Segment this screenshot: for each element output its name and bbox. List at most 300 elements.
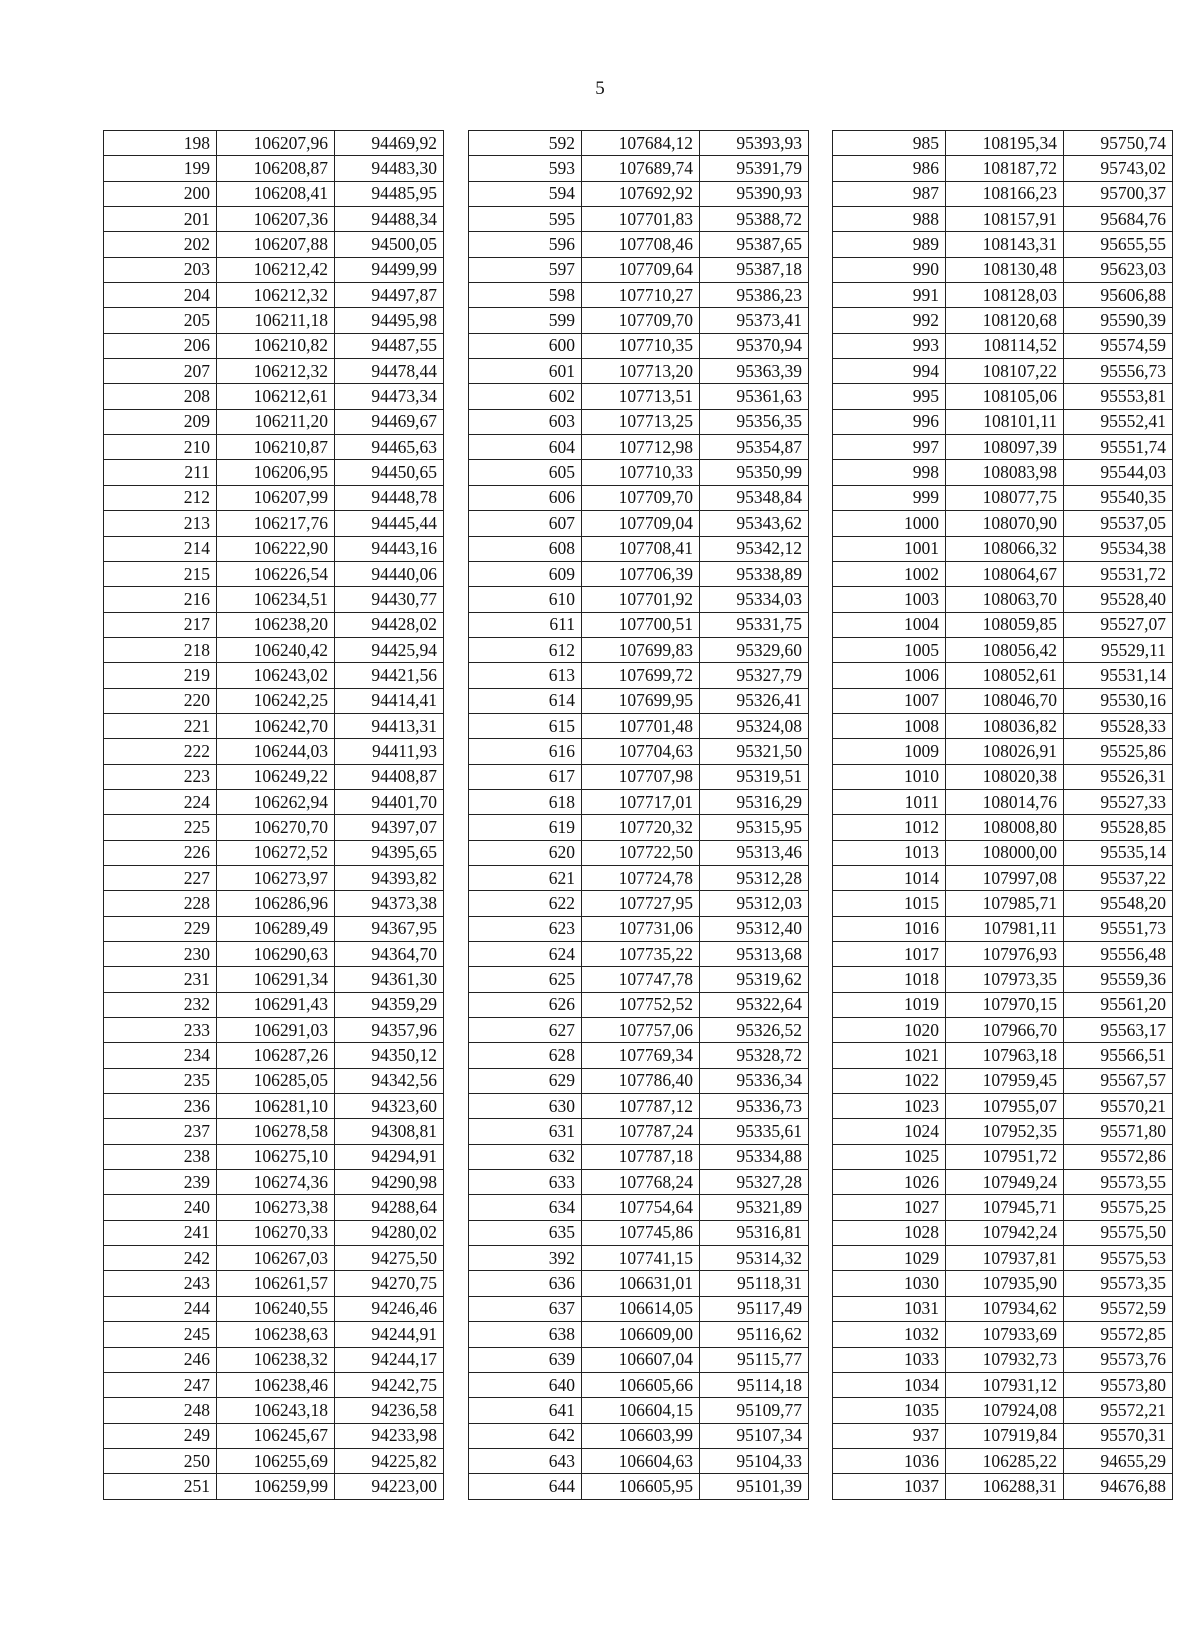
point-number: 250	[104, 1448, 217, 1473]
coordinate-y: 94342,56	[335, 1068, 444, 1093]
table-row	[469, 460, 809, 485]
table-row	[833, 1322, 1173, 1347]
coordinate-x: 107981,11	[946, 916, 1064, 941]
coordinate-x: 107924,08	[946, 1398, 1064, 1423]
coordinate-x: 106604,15	[582, 1398, 700, 1423]
coordinate-y: 95530,16	[1064, 688, 1173, 713]
table-row	[104, 181, 444, 206]
table-row	[833, 485, 1173, 510]
table-row	[833, 1094, 1173, 1119]
coordinate-x: 107769,34	[582, 1043, 700, 1068]
table-row	[833, 891, 1173, 916]
coordinate-y: 95387,18	[700, 257, 809, 282]
point-number: 1003	[833, 587, 946, 612]
coordinate-x: 107708,41	[582, 536, 700, 561]
coordinate-y: 94445,44	[335, 511, 444, 536]
coordinate-y: 95552,41	[1064, 409, 1173, 434]
coordinate-x: 107937,81	[946, 1246, 1064, 1271]
coordinate-y: 95313,68	[700, 942, 809, 967]
table-row	[469, 1144, 809, 1169]
point-number: 997	[833, 435, 946, 460]
coordinates-table-3	[832, 130, 1173, 1500]
point-number: 614	[469, 688, 582, 713]
coordinate-y: 95338,89	[700, 561, 809, 586]
coordinate-y: 95313,46	[700, 840, 809, 865]
coordinate-y: 94242,75	[335, 1372, 444, 1397]
table-row	[104, 840, 444, 865]
table-row	[104, 1119, 444, 1144]
coordinate-y: 95109,77	[700, 1398, 809, 1423]
coordinate-y: 94288,64	[335, 1195, 444, 1220]
coordinate-x: 108105,06	[946, 384, 1064, 409]
table-row	[104, 156, 444, 181]
table-row	[104, 1068, 444, 1093]
coordinate-x: 106288,31	[946, 1474, 1064, 1499]
point-number: 221	[104, 713, 217, 738]
coordinate-x: 106244,03	[217, 739, 335, 764]
table-row	[833, 1246, 1173, 1271]
point-number: 992	[833, 308, 946, 333]
point-number: 636	[469, 1271, 582, 1296]
coordinate-x: 106240,55	[217, 1296, 335, 1321]
coordinate-x: 106210,82	[217, 333, 335, 358]
coordinate-x: 107717,01	[582, 789, 700, 814]
point-number: 224	[104, 789, 217, 814]
point-number: 996	[833, 409, 946, 434]
coordinate-y: 95334,03	[700, 587, 809, 612]
coordinate-x: 108128,03	[946, 283, 1064, 308]
coordinate-y: 94359,29	[335, 992, 444, 1017]
coordinate-y: 95528,33	[1064, 713, 1173, 738]
coordinate-x: 106238,63	[217, 1322, 335, 1347]
coordinate-x: 107787,24	[582, 1119, 700, 1144]
table-row	[469, 865, 809, 890]
coordinate-y: 95540,35	[1064, 485, 1173, 510]
point-number: 235	[104, 1068, 217, 1093]
coordinate-y: 95573,76	[1064, 1347, 1173, 1372]
coordinate-y: 95548,20	[1064, 891, 1173, 916]
table-row	[104, 1018, 444, 1043]
point-number: 600	[469, 333, 582, 358]
point-number: 234	[104, 1043, 217, 1068]
coordinate-y: 95573,80	[1064, 1372, 1173, 1397]
coordinate-y: 94236,58	[335, 1398, 444, 1423]
table-row	[469, 1474, 809, 1499]
point-number: 205	[104, 308, 217, 333]
point-number: 1006	[833, 663, 946, 688]
coordinate-y: 94323,60	[335, 1094, 444, 1119]
point-number: 634	[469, 1195, 582, 1220]
table-row	[469, 1296, 809, 1321]
coordinate-y: 95334,88	[700, 1144, 809, 1169]
table-row	[104, 1322, 444, 1347]
coordinate-y: 95107,34	[700, 1423, 809, 1448]
table-row	[104, 435, 444, 460]
coordinate-y: 95750,74	[1064, 131, 1173, 156]
table-row	[833, 308, 1173, 333]
coordinate-y: 95114,18	[700, 1372, 809, 1397]
point-number: 623	[469, 916, 582, 941]
coordinate-x: 106605,95	[582, 1474, 700, 1499]
point-number: 1001	[833, 536, 946, 561]
table-row	[104, 485, 444, 510]
point-number: 1000	[833, 511, 946, 536]
table-row	[833, 1296, 1173, 1321]
table-row	[833, 435, 1173, 460]
table-row	[833, 612, 1173, 637]
coordinate-y: 94465,63	[335, 435, 444, 460]
table-row	[833, 587, 1173, 612]
coordinate-y: 95572,85	[1064, 1322, 1173, 1347]
coordinate-y: 95544,03	[1064, 460, 1173, 485]
table-row	[469, 1398, 809, 1423]
coordinate-x: 107709,70	[582, 485, 700, 510]
point-number: 608	[469, 536, 582, 561]
coordinate-x: 108166,23	[946, 181, 1064, 206]
coordinate-y: 95528,40	[1064, 587, 1173, 612]
coordinate-y: 95531,72	[1064, 561, 1173, 586]
table-row	[104, 1170, 444, 1195]
table-row	[469, 916, 809, 941]
table-row	[469, 663, 809, 688]
coordinate-x: 106207,99	[217, 485, 335, 510]
point-number: 249	[104, 1423, 217, 1448]
coordinate-y: 94676,88	[1064, 1474, 1173, 1499]
coordinate-y: 94499,99	[335, 257, 444, 282]
coordinate-y: 94428,02	[335, 612, 444, 637]
coordinate-y: 95561,20	[1064, 992, 1173, 1017]
table-row	[469, 637, 809, 662]
coordinate-y: 95391,79	[700, 156, 809, 181]
point-number: 213	[104, 511, 217, 536]
table-row	[469, 1119, 809, 1144]
table-row	[469, 587, 809, 612]
table-row	[833, 131, 1173, 156]
point-number: 635	[469, 1220, 582, 1245]
table-row	[469, 1195, 809, 1220]
point-number: 609	[469, 561, 582, 586]
coordinate-x: 108059,85	[946, 612, 1064, 637]
point-number: 215	[104, 561, 217, 586]
coordinates-table-1	[103, 130, 444, 1500]
point-number: 610	[469, 587, 582, 612]
point-number: 604	[469, 435, 582, 460]
point-number: 993	[833, 333, 946, 358]
table-row	[469, 688, 809, 713]
point-number: 246	[104, 1347, 217, 1372]
point-number: 592	[469, 131, 582, 156]
table-row	[104, 1372, 444, 1397]
coordinate-y: 94367,95	[335, 916, 444, 941]
table-row	[469, 409, 809, 434]
coordinate-x: 108070,90	[946, 511, 1064, 536]
coordinate-x: 108014,76	[946, 789, 1064, 814]
coordinate-y: 95321,50	[700, 739, 809, 764]
coordinate-x: 107701,48	[582, 713, 700, 738]
point-number: 990	[833, 257, 946, 282]
table-row	[469, 1170, 809, 1195]
point-number: 231	[104, 967, 217, 992]
coordinate-x: 108195,34	[946, 131, 1064, 156]
coordinate-x: 107720,32	[582, 815, 700, 840]
point-number: 624	[469, 942, 582, 967]
table-row	[833, 1372, 1173, 1397]
point-number: 211	[104, 460, 217, 485]
table-row	[104, 1220, 444, 1245]
coordinate-x: 106210,87	[217, 435, 335, 460]
coordinate-y: 94223,00	[335, 1474, 444, 1499]
point-number: 1013	[833, 840, 946, 865]
coordinate-x: 106207,88	[217, 232, 335, 257]
coordinate-y: 94401,70	[335, 789, 444, 814]
point-number: 1028	[833, 1220, 946, 1245]
coordinate-y: 95655,55	[1064, 232, 1173, 257]
coordinate-y: 94357,96	[335, 1018, 444, 1043]
coordinate-y: 95118,31	[700, 1271, 809, 1296]
point-number: 593	[469, 156, 582, 181]
coordinate-x: 107710,35	[582, 333, 700, 358]
point-number: 598	[469, 283, 582, 308]
coordinate-x: 107949,24	[946, 1170, 1064, 1195]
table-row	[469, 207, 809, 232]
coordinate-y: 94440,06	[335, 561, 444, 586]
coordinate-y: 95342,12	[700, 536, 809, 561]
coordinate-x: 107955,07	[946, 1094, 1064, 1119]
coordinate-x: 106245,67	[217, 1423, 335, 1448]
table-row	[833, 232, 1173, 257]
table-row	[469, 612, 809, 637]
coordinate-y: 95343,62	[700, 511, 809, 536]
table-row	[469, 789, 809, 814]
coordinate-x: 108026,91	[946, 739, 1064, 764]
coordinate-x: 108130,48	[946, 257, 1064, 282]
table-row	[104, 815, 444, 840]
coordinate-x: 106261,57	[217, 1271, 335, 1296]
point-number: 628	[469, 1043, 582, 1068]
point-number: 1030	[833, 1271, 946, 1296]
coordinate-x: 106286,96	[217, 891, 335, 916]
point-number: 238	[104, 1144, 217, 1169]
table-row	[469, 131, 809, 156]
table-row	[833, 713, 1173, 738]
coordinate-x: 107787,18	[582, 1144, 700, 1169]
table-row	[833, 1423, 1173, 1448]
point-number: 616	[469, 739, 582, 764]
table-row	[469, 485, 809, 510]
table-row	[469, 181, 809, 206]
point-number: 245	[104, 1322, 217, 1347]
coordinate-y: 94395,65	[335, 840, 444, 865]
table-row	[833, 916, 1173, 941]
coordinate-y: 95319,51	[700, 764, 809, 789]
coordinate-x: 106267,03	[217, 1246, 335, 1271]
point-number: 597	[469, 257, 582, 282]
table-row	[833, 156, 1173, 181]
coordinate-x: 107731,06	[582, 916, 700, 941]
table-row	[833, 333, 1173, 358]
coordinate-x: 106222,90	[217, 536, 335, 561]
coordinate-y: 94478,44	[335, 359, 444, 384]
point-number: 210	[104, 435, 217, 460]
point-number: 1021	[833, 1043, 946, 1068]
point-number: 218	[104, 637, 217, 662]
coordinate-y: 95528,85	[1064, 815, 1173, 840]
coordinate-y: 95606,88	[1064, 283, 1173, 308]
coordinate-x: 108052,61	[946, 663, 1064, 688]
coordinate-y: 95329,60	[700, 637, 809, 662]
table-row	[469, 840, 809, 865]
table-row	[469, 232, 809, 257]
point-number: 214	[104, 536, 217, 561]
point-number: 986	[833, 156, 946, 181]
point-number: 1020	[833, 1018, 946, 1043]
coordinate-x: 107712,98	[582, 435, 700, 460]
point-number: 1025	[833, 1144, 946, 1169]
coordinate-x: 107722,50	[582, 840, 700, 865]
coordinate-y: 95590,39	[1064, 308, 1173, 333]
coordinate-x: 106242,70	[217, 713, 335, 738]
coordinate-x: 106291,03	[217, 1018, 335, 1043]
coordinate-y: 94425,94	[335, 637, 444, 662]
coordinate-y: 94233,98	[335, 1423, 444, 1448]
point-number: 1026	[833, 1170, 946, 1195]
table-row	[469, 384, 809, 409]
table-row	[469, 1423, 809, 1448]
table-row	[104, 333, 444, 358]
table-row	[469, 815, 809, 840]
coordinate-y: 95336,34	[700, 1068, 809, 1093]
coordinate-y: 95572,21	[1064, 1398, 1173, 1423]
point-number: 629	[469, 1068, 582, 1093]
coordinate-x: 106208,41	[217, 181, 335, 206]
point-number: 619	[469, 815, 582, 840]
point-number: 622	[469, 891, 582, 916]
point-number: 999	[833, 485, 946, 510]
table-row	[833, 1043, 1173, 1068]
coordinate-y: 95370,94	[700, 333, 809, 358]
coordinate-x: 107699,83	[582, 637, 700, 662]
table-row	[469, 435, 809, 460]
point-number: 642	[469, 1423, 582, 1448]
table-row	[104, 359, 444, 384]
coordinate-y: 95567,57	[1064, 1068, 1173, 1093]
point-number: 251	[104, 1474, 217, 1499]
coordinate-y: 95563,17	[1064, 1018, 1173, 1043]
coordinate-x: 107709,04	[582, 511, 700, 536]
point-number: 392	[469, 1246, 582, 1271]
coordinate-x: 107689,74	[582, 156, 700, 181]
coordinate-y: 95527,33	[1064, 789, 1173, 814]
point-number: 1008	[833, 713, 946, 738]
point-number: 627	[469, 1018, 582, 1043]
point-number: 1011	[833, 789, 946, 814]
point-number: 200	[104, 181, 217, 206]
coordinate-y: 95623,03	[1064, 257, 1173, 282]
coordinate-y: 95575,25	[1064, 1195, 1173, 1220]
coordinate-y: 95312,03	[700, 891, 809, 916]
table-row	[104, 967, 444, 992]
point-number: 203	[104, 257, 217, 282]
point-number: 216	[104, 587, 217, 612]
coordinate-y: 95551,73	[1064, 916, 1173, 941]
coordinate-x: 107976,93	[946, 942, 1064, 967]
coordinate-x: 108143,31	[946, 232, 1064, 257]
point-number: 208	[104, 384, 217, 409]
table-row	[833, 688, 1173, 713]
coordinate-y: 95684,76	[1064, 207, 1173, 232]
coordinate-y: 95315,95	[700, 815, 809, 840]
table-row	[833, 1018, 1173, 1043]
coordinate-y: 95570,21	[1064, 1094, 1173, 1119]
table-row	[833, 840, 1173, 865]
coordinate-x: 106290,63	[217, 942, 335, 967]
coordinate-y: 94495,98	[335, 308, 444, 333]
coordinate-x: 108107,22	[946, 359, 1064, 384]
coordinate-y: 94487,55	[335, 333, 444, 358]
coordinate-x: 108083,98	[946, 460, 1064, 485]
coordinate-y: 94421,56	[335, 663, 444, 688]
coordinate-y: 95350,99	[700, 460, 809, 485]
coordinate-y: 95101,39	[700, 1474, 809, 1499]
coordinate-x: 106240,42	[217, 637, 335, 662]
table-row	[104, 207, 444, 232]
coordinate-y: 95574,59	[1064, 333, 1173, 358]
point-number: 219	[104, 663, 217, 688]
point-number: 206	[104, 333, 217, 358]
table-row	[469, 713, 809, 738]
coordinate-y: 95319,62	[700, 967, 809, 992]
point-number: 985	[833, 131, 946, 156]
point-number: 232	[104, 992, 217, 1017]
coordinate-x: 106287,26	[217, 1043, 335, 1068]
point-number: 643	[469, 1448, 582, 1473]
point-number: 1032	[833, 1322, 946, 1347]
coordinate-y: 94393,82	[335, 865, 444, 890]
table-row	[833, 865, 1173, 890]
table-row	[833, 409, 1173, 434]
coordinate-y: 94373,38	[335, 891, 444, 916]
coordinate-y: 95324,08	[700, 713, 809, 738]
point-number: 637	[469, 1296, 582, 1321]
table-row	[104, 257, 444, 282]
coordinate-x: 107931,12	[946, 1372, 1064, 1397]
point-number: 1023	[833, 1094, 946, 1119]
table-row	[469, 1043, 809, 1068]
table-row	[104, 384, 444, 409]
coordinate-x: 106262,94	[217, 789, 335, 814]
point-number: 602	[469, 384, 582, 409]
coordinate-y: 94244,17	[335, 1347, 444, 1372]
coordinate-x: 106206,95	[217, 460, 335, 485]
table-row	[104, 1144, 444, 1169]
point-number: 937	[833, 1423, 946, 1448]
coordinate-x: 107741,15	[582, 1246, 700, 1271]
coordinate-x: 106212,61	[217, 384, 335, 409]
coordinate-x: 107919,84	[946, 1423, 1064, 1448]
coordinate-x: 108008,80	[946, 815, 1064, 840]
coordinate-x: 107985,71	[946, 891, 1064, 916]
coordinate-x: 106631,01	[582, 1271, 700, 1296]
table-row	[833, 460, 1173, 485]
point-number: 1019	[833, 992, 946, 1017]
point-number: 225	[104, 815, 217, 840]
point-number: 242	[104, 1246, 217, 1271]
coordinate-x: 106278,58	[217, 1119, 335, 1144]
point-number: 1033	[833, 1347, 946, 1372]
coordinate-x: 107745,86	[582, 1220, 700, 1245]
point-number: 1005	[833, 637, 946, 662]
point-number: 639	[469, 1347, 582, 1372]
